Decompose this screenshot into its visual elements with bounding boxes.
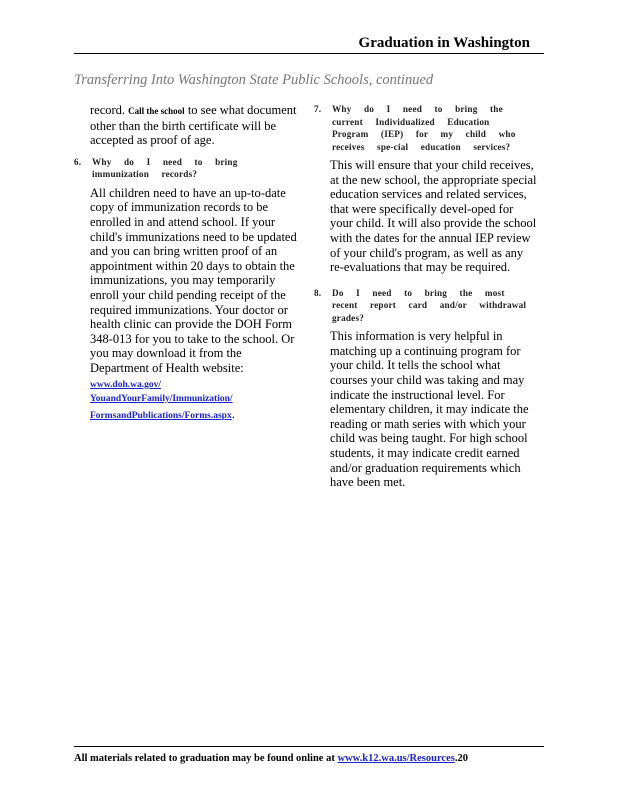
question-8-number: 8. (314, 287, 322, 298)
question-6-answer (74, 186, 298, 424)
question-8-text: Do I need to bring the most recent report card and/or withdrawal grades? (332, 287, 527, 323)
footer-text: All materials related to graduation may be found online at (74, 753, 335, 764)
footer (74, 753, 468, 764)
question-7-number: 7. (314, 104, 322, 114)
question-8-answer: This information is very helpful in matching up a continuing program for your child. It tells the school what courses your child was taking and may indicate the instructional level. For elementary children, it may indicate the reading or math series with which your child was being taught. For high school students, it may indicate credit earned and/or graduation requirements which have been met. (330, 329, 529, 490)
question-6-number: 6. (74, 156, 82, 167)
right-column (314, 103, 538, 490)
header-divider (74, 53, 544, 54)
question-6-body: All children need to have an up-to-date copy of immunization records to be enrolled in and attend school. If your child's immunizations need to be updated and you can bring written proof of an appointment within 20 days to obtain the immunizations, you may temporarily enroll your child pending receipt of the required immunizations. Your doctor or health clinic can provide the DOH Form 348-013 for you to take to the school. Or you may download it from the Department of Health website: (90, 185, 297, 375)
continued-paragraph (74, 103, 298, 148)
link-period: . (231, 406, 235, 421)
continued-text-a: record. (90, 103, 126, 117)
continued-text-c: to see what document other than the birth certificate will be accepted as proof of age. (90, 103, 297, 148)
footer-resources-link[interactable]: www.k12.wa.us/Resources (337, 753, 455, 764)
question-6-text: Why do I need to bring immunization records? (92, 156, 238, 180)
continued-text-b: Call the school (128, 106, 185, 116)
doh-link-part-2[interactable]: YouandYourFamily/Immunization/ (90, 394, 233, 405)
footer-divider (74, 746, 544, 747)
doh-link-part-3[interactable]: FormsandPublications/Forms.aspx (90, 410, 232, 421)
header-title: Graduation in Washington (358, 35, 530, 51)
question-8-heading (314, 287, 538, 325)
left-column (74, 103, 298, 423)
question-7-answer: This will ensure that your child receives, at the new school, the appropriate special education services and related services, that were specifically devel-oped for your child. It will also provide the school with the dates for the annual IEP review of your child's program, as well as any re-evaluations that may be required. (330, 158, 537, 275)
question-7-text: Why do I need to bring the current Individualized Education Program (IEP) for my child who receives spe-cial education services? (332, 104, 516, 152)
question-7-heading (314, 103, 538, 153)
page-number: .20 (454, 753, 468, 764)
section-title: Transferring Into Washington State Public Schools, continued (74, 72, 434, 88)
doh-link-part-1[interactable]: www.doh.wa.gov/ (90, 379, 161, 390)
question-6-heading (74, 156, 298, 181)
